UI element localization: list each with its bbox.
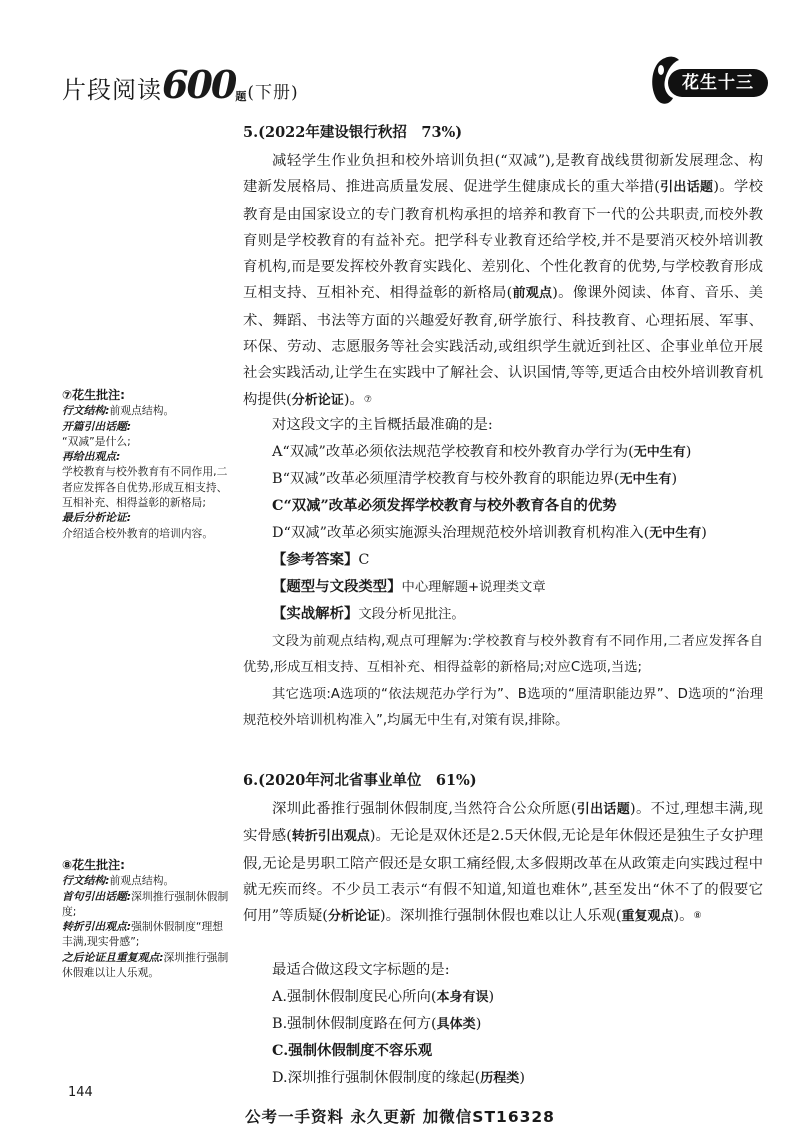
question-5-option-b: B“双减”改革必须厘清学校教育与校外教育的职能边界(无中生有) — [272, 471, 678, 487]
question-6-passage: 深圳此番推行强制休假制度,当然符合公众所愿(引出话题)。不过,理想丰满,现实骨感(转折引出观点)。无论是双休还是2.5天休假,无论是年休假还是独生子女护理假,无论是男职工陪产假还是女职工痛经假,太多假期改革在从政策走向实践过程中就无疾而终。不少员工表示“有假不知道,知道也难休”,甚至发出“休不了的假要它何用”等质疑(分析论证)。深圳推行强制休假也难以让人乐观(重复观点)。⑧ — [243, 801, 763, 925]
annotation-tag: 转折引出观点 — [291, 829, 370, 845]
question-6-option-d: D.深圳推行强制休假制度的缘起(历程类) — [272, 1070, 525, 1086]
running-header-title — [62, 62, 299, 107]
sidebar-note-8: ⑧花生批注: 行文结构:前观点结构。 首句引出话题:深圳推行强制休假制度; 转折引出观点:强制休假制度“理想丰满,现实骨感”; 之后论证且重复观点:深圳推行强制休假难以让人乐观。 — [62, 858, 232, 980]
sidebar-note-7: ⑦花生批注: 行文结构:前观点结构。 开篇引出话题: “双减”是什么; 再给出观点: 学校教育与校外教育有不同作用,二者应发挥各自优势,形成互相支持、互相补充、相得益彰的新格局; 最后分析论证: 介绍适合校外教育的培训内容。 — [62, 388, 232, 541]
analysis-paragraph-2: 其它选项:A选项的“依法规范办学行为”、B选项的“厘清职能边界”、D选项的“治理规范校外培训机构准入”,均属无中生有,对策有误,排除。 — [243, 687, 763, 728]
question-5-prompt: 对这段文字的主旨概括最准确的是: — [272, 417, 493, 433]
annotation-tag: 分析论证 — [291, 392, 344, 408]
annotation-tag: 分析论证 — [327, 909, 380, 925]
question-5-heading: 5.(2022年建设银行秋招 73%) — [243, 124, 463, 141]
annotation-tag: 前观点 — [512, 286, 553, 302]
annotation-tag: 引出话题 — [576, 802, 631, 817]
footer-watermark-text: 公考一手资料 永久更新 加微信ST16328 — [245, 1108, 555, 1126]
question-5-option-a: A“双减”改革必须依法规范学校教育和校外教育办学行为(无中生有) — [272, 444, 692, 460]
question-6-heading: 6.(2020年河北省事业单位 61%) — [243, 772, 477, 789]
book-volume: (下册) — [247, 83, 299, 103]
question-type: 【题型与文段类型】中心理解题+说理类文章 — [272, 578, 546, 595]
page-number: 144 — [68, 1085, 93, 1100]
analysis-paragraph-1: 文段为前观点结构,观点可理解为:学校教育与校外教育有不同作用,二者应发挥各自优势,形成互相支持、互相补充、相得益彰的新格局;对应C选项,当选; — [243, 634, 763, 675]
book-title: 片段阅读 — [62, 76, 162, 104]
note-title: ⑦花生批注: — [62, 388, 125, 402]
book-title-unit: 题 — [235, 90, 248, 103]
question-5-option-d: D“双减”改革必须实施源头治理规范校外培训教育机构准入(无中生有) — [272, 525, 707, 541]
question-6-option-b: B.强制休假制度路在何方(具体类) — [272, 1016, 482, 1032]
note-title: ⑧花生批注: — [62, 858, 125, 872]
note-marker: ⑧ — [693, 911, 702, 922]
note-marker: ⑦ — [363, 394, 372, 405]
reference-answer: 【参考答案】C — [272, 551, 370, 568]
annotation-tag: 引出话题 — [659, 180, 714, 196]
question-6-prompt: 最适合做这段文字标题的是: — [272, 962, 450, 978]
question-6-option-a: A.强制休假制度民心所向(本身有误) — [272, 989, 495, 1005]
book-title-number: 600 — [162, 62, 236, 107]
question-6-option-c: C.强制休假制度不容乐观 — [272, 1042, 433, 1059]
question-5-passage: 减轻学生作业负担和校外培训负担(“双减”),是教育战线贯彻新发展理念、构建新发展格局、推进高质量发展、促进学生健康成长的重大举措(引出话题)。学校教育是由国家设立的专门教育机构承担的培养和教育下一代的公共职责,而校外教育则是学校教育的有益补充。把学科专业教育还给学校,并不是要消灭校外培训教育机构,而是要发挥校外教育实践化、差别化、个性化教育的优势,与学校教育形成互相支持、互相补充、相得益彰的新格局(前观点)。像课外阅读、体育、音乐、美术、舞蹈、书法等方面的兴趣爱好教育,研学旅行、科技教育、心理拓展、军事、环保、劳动、志愿服务等社会实践活动,或组织学生就近到社区、企事业单位开展社会实践活动,让学生在实践中了解社会、认识国情,等等,更适合由校外培训教育机构提供(分析论证)。⑦ — [243, 153, 763, 408]
annotation-tag: 重复观点 — [621, 909, 674, 925]
brand-logo-text: 花生十三 — [668, 69, 768, 97]
analysis-heading: 【实战解析】文段分析见批注。 — [272, 605, 465, 622]
question-5-option-c: C“双减”改革必须发挥学校教育与校外教育各自的优势 — [272, 497, 617, 514]
